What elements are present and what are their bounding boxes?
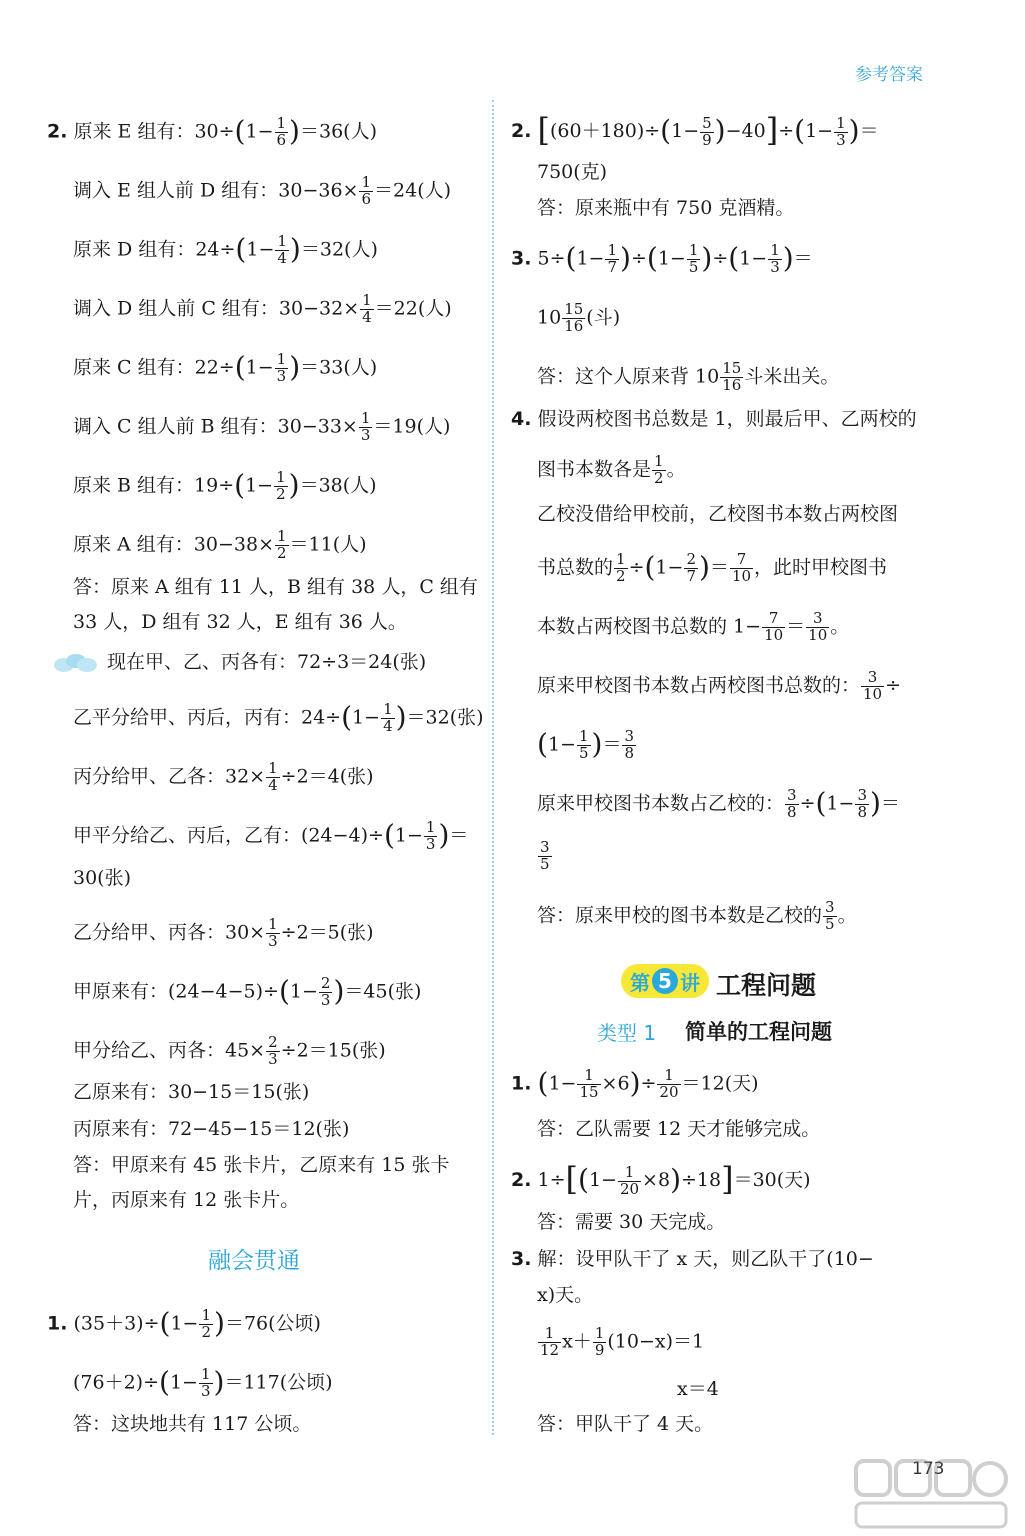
- right-q4-line9: $\frac{3}{5}$: [540, 838, 550, 873]
- section-title: 融会贯通: [208, 1248, 300, 1274]
- left-q2-line7: 原来 B 组有：19÷(1− $\frac{1}{2}$ )＝38(人): [73, 468, 377, 503]
- left-q3-answer1: 答：甲原来有 45 张卡片，乙原来有 15 张卡: [73, 1154, 450, 1176]
- right-q4-line5: 本数占两校图书总数的 1− $\frac{7}{10}$ ＝ $\frac{3}{10}$ 。: [537, 609, 850, 644]
- left-r1-line1: 1. (35＋3)÷(1− $\frac{1}{2}$ )＝76(公顷): [47, 1306, 321, 1341]
- left-q3-line2: 乙平分给甲、丙后，丙有：24÷(1− $\frac{1}{4}$ )＝32(张): [73, 700, 484, 735]
- right-q2-line2: 750(克): [537, 161, 608, 183]
- left-q3-line8: 甲分给乙、丙各：45× $\frac{2}{3}$ ÷2＝15(张): [73, 1033, 386, 1068]
- right-q4-line7: (1− $\frac{1}{5}$ )＝ $\frac{3}{8}$: [537, 727, 634, 762]
- right-q4-line2: 图书本数各是 $\frac{1}{2}$ 。: [537, 452, 686, 487]
- chapter-badge: 第 5 讲: [621, 964, 709, 998]
- left-q3-answer2: 片，丙原来有 12 张卡片。: [73, 1189, 300, 1211]
- right-e1-answer: 答：乙队需要 12 天才能够完成。: [537, 1118, 821, 1140]
- right-q4-line8: 原来甲校图书本数占乙校的： $\frac{3}{8}$ ÷(1− $\frac{3}{8}$ )＝: [537, 786, 900, 821]
- left-r1-answer: 答：这块地共有 117 公顷。: [73, 1413, 312, 1435]
- left-q2-line2: 调入 E 组人前 D 组有：30−36× $\frac{1}{6}$ ＝24(人): [73, 173, 452, 208]
- left-q2-answer2: 33 人，D 组有 32 人，E 组有 36 人。: [73, 611, 407, 633]
- left-q3-line7: 甲原来有：(24−4−5)÷(1− $\frac{2}{3}$ )＝45(张): [73, 974, 422, 1009]
- right-e1-line1: 1. (1− $\frac{1}{15}$ ×6)÷ $\frac{1}{20}$ ＝12(天): [511, 1066, 759, 1101]
- right-q4-line4: 书总数的 $\frac{1}{2}$ ÷(1− $\frac{2}{7}$ )＝ $\frac{7}{10}$ ，此时甲校图书: [537, 550, 888, 585]
- right-e3-line4: x＝4: [677, 1378, 719, 1400]
- right-q2-answer: 答：原来瓶中有 750 克酒精。: [537, 197, 795, 219]
- type-title: 简单的工程问题: [685, 1020, 832, 1044]
- right-e2-line1: 2. 1÷[(1− $\frac{1}{20}$ ×8)÷18]＝30(天): [511, 1160, 811, 1198]
- page-number: 173: [912, 1459, 945, 1479]
- left-q3-line10: 丙原来有：72−45−15＝12(张): [73, 1118, 350, 1140]
- right-q4-line1: 4. 假设两校图书总数是 1，则最后甲、乙两校的: [511, 408, 917, 430]
- left-q3-line1: 现在甲、乙、丙各有：72÷3＝24(张): [107, 651, 427, 673]
- right-q2-line1: 2. [(60＋180)÷(1− $\frac{5}{9}$ )−40]÷(1− $\frac{1}{3}$ )＝: [511, 111, 879, 149]
- left-q3-line4: 甲平分给乙、丙后，乙有：(24−4)÷(1− $\frac{1}{3}$ )＝: [73, 818, 469, 853]
- right-q3-line2: 10 $\frac{15}{16}$ (斗): [537, 300, 621, 335]
- right-e3-line3: $\frac{1}{12}$ x＋ $\frac{1}{9}$ (10−x)＝1: [540, 1324, 705, 1359]
- left-q2-line4: 调入 D 组人前 C 组有：30−32× $\frac{1}{4}$ ＝22(人): [73, 291, 452, 326]
- right-q4-answer: 答：原来甲校的图书本数是乙校的 $\frac{3}{5}$ 。: [537, 898, 857, 933]
- right-e3-answer: 答：甲队干了 4 天。: [537, 1413, 714, 1435]
- right-q3-answer: 答：这个人原来背 10 $\frac{15}{16}$ 斗米出关。: [537, 359, 840, 394]
- left-q2-line8: 原来 A 组有：30−38× $\frac{1}{2}$ ＝11(人): [73, 527, 367, 562]
- chapter-title: 工程问题: [716, 971, 817, 1000]
- type-label: 类型 1: [597, 1021, 657, 1045]
- left-q2-line3: 原来 D 组有：24÷(1− $\frac{1}{4}$ )＝32(人): [73, 232, 378, 267]
- right-q4-line3: 乙校没借给甲校前，乙校图书本数占两校图: [537, 503, 899, 525]
- right-q4-line6: 原来甲校图书本数占两校图书总数的： $\frac{3}{10}$ ÷: [537, 668, 902, 703]
- left-q2-line6: 调入 C 组人前 B 组有：30−33× $\frac{1}{3}$ ＝19(人): [73, 409, 451, 444]
- left-q3-line5: 30(张): [73, 867, 132, 889]
- right-e3-line2: x)天。: [537, 1284, 594, 1306]
- header-label: 参考答案: [855, 65, 923, 85]
- left-q3-line3: 丙分给甲、乙各：32× $\frac{1}{4}$ ÷2＝4(张): [73, 759, 374, 794]
- cloud-icon: [52, 652, 98, 674]
- right-e3-line1: 3. 解：设甲队干了 x 天，则乙队干了(10−: [511, 1248, 874, 1270]
- left-q2-answer1: 答：原来 A 组有 11 人，B 组有 38 人，C 组有: [73, 576, 478, 598]
- right-q3-line1: 3. 5÷(1− $\frac{1}{7}$ )÷(1− $\frac{1}{5}$ )÷(1− $\frac{1}{3}$ )＝: [511, 241, 813, 276]
- column-divider: [492, 100, 494, 1435]
- left-q2-line1: 2. 原来 E 组有：30÷(1− $\frac{1}{6}$ )＝36(人): [47, 114, 377, 149]
- left-q3-line9: 乙原来有：30−15＝15(张): [73, 1081, 310, 1103]
- watermark-logo: [850, 1455, 1010, 1533]
- right-e2-answer: 答：需要 30 天完成。: [537, 1211, 726, 1233]
- left-q3-line6: 乙分给甲、丙各：30× $\frac{1}{3}$ ÷2＝5(张): [73, 915, 374, 950]
- left-r1-line2: (76＋2)÷(1− $\frac{1}{3}$ )＝117(公顷): [73, 1365, 333, 1400]
- left-q2-line5: 原来 C 组有：22÷(1− $\frac{1}{3}$ )＝33(人): [73, 350, 378, 385]
